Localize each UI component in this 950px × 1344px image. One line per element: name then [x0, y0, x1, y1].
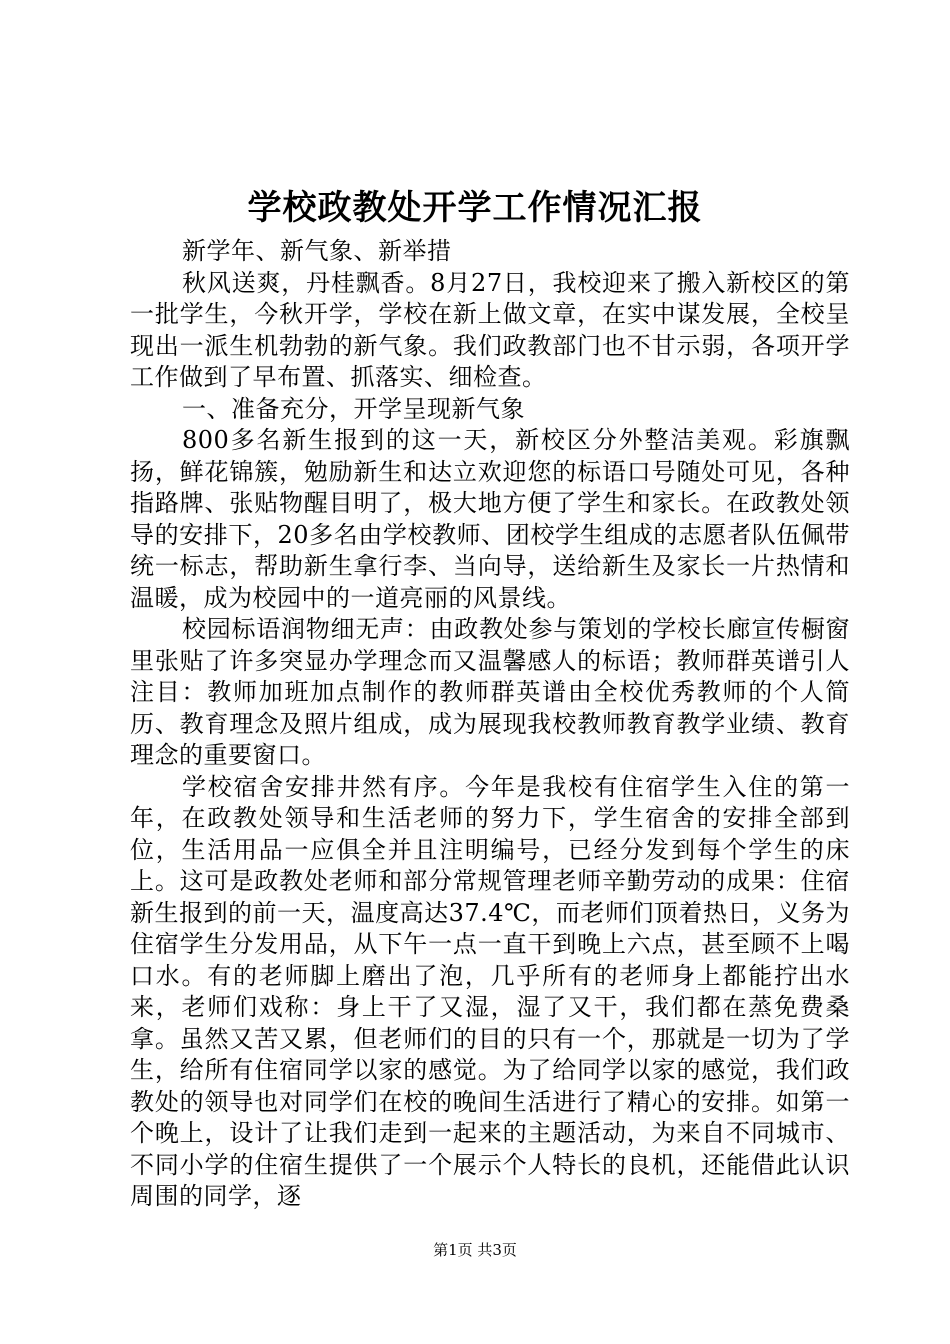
paragraph-campus-slogans: 校园标语润物细无声：由政教处参与策划的学校长廊宣传橱窗里张贴了许多突显办学理念而又温馨感人的标语；教师群英谱引人注目：教师加班加点制作的教师群英谱由全校优秀教师的个人简历、教育理念及照片组成，成为展现我校教师教育教学业绩、教育理念的重要窗口。: [130, 615, 850, 769]
paragraph-intro: 秋风送爽，丹桂飘香。8月27日，我校迎来了搬入新校区的第一批学生，今秋开学，学校在新上做文章，在实中谋发展，全校呈现出一派生机勃勃的新气象。我们政教部门也不甘示弱，各项开学工作做到了早布置、抓落实、细检查。: [130, 268, 850, 391]
paragraph-dormitory: 学校宿舍安排井然有序。今年是我校有住宿学生入住的第一年，在政教处领导和生活老师的努力下，学生宿舍的安排全部到位，生活用品一应俱全并且注明编号，已经分发到每个学生的床上。这可是政教处老师和部分常规管理老师辛勤劳动的成果：住宿新生报到的前一天，温度高达37.4℃，而老师们顶着热日，义务为住宿学生分发用品，从下午一点一直干到晚上六点，甚至顾不上喝口水。有的老师脚上磨出了泡，几乎所有的老师身上都能拧出水来，老师们戏称：身上干了又湿，湿了又干，我们都在蒸免费桑拿。虽然又苦又累，但老师们的目的只有一个，那就是一切为了学生，给所有住宿同学以家的感觉。为了给同学以家的感觉，我们政教处的领导也对同学们在校的晚间生活进行了精心的安排。如第一个晚上，设计了让我们走到一起来的主题活动，为来自不同城市、不同小学的住宿生提供了一个展示个人特长的良机，还能借此认识周围的同学，逐: [130, 772, 850, 1210]
paragraph-new-students: 800多名新生报到的这一天，新校区分外整洁美观。彩旗飘扬，鲜花锦簇，勉励新生和达立欢迎您的标语口号随处可见，各种指路牌、张贴物醒目明了，极大地方便了学生和家长。在政教处领导的安排下，20多名由学校教师、团校学生组成的志愿者队伍佩带统一标志，帮助新生拿行李、当向导，送给新生及家长一片热情和温暖，成为校园中的一道亮丽的风景线。: [130, 426, 850, 612]
section-heading-1: 一、准备充分，开学呈现新气象: [182, 394, 525, 423]
paragraph-subtitle: 新学年、新气象、新举措: [182, 237, 452, 265]
document-title: 学校政教处开学工作情况汇报: [247, 188, 703, 228]
document-body: [130, 236, 850, 1213]
page-footer: 第1页 共3页: [433, 1241, 517, 1259]
